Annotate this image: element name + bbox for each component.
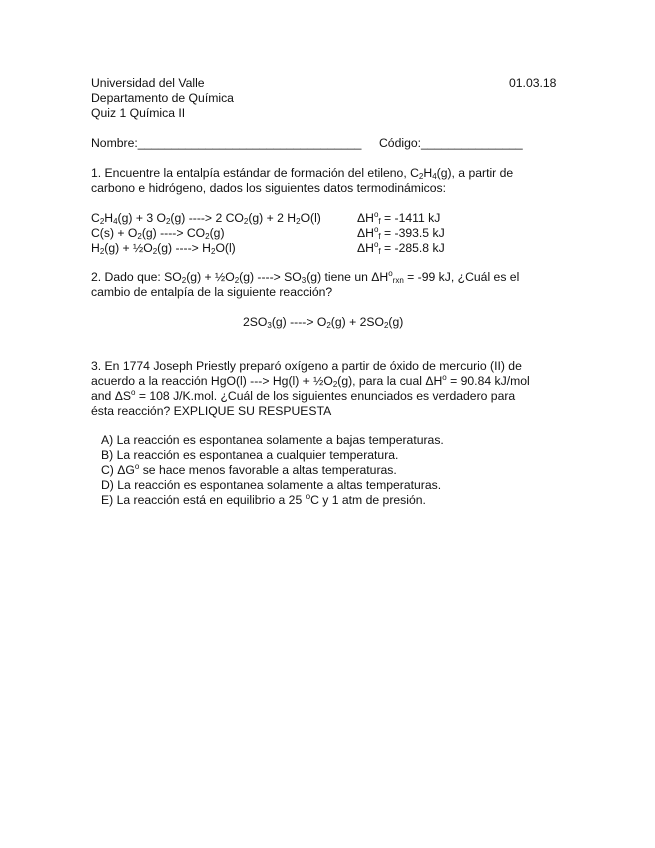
- reaction-1: [91, 211, 321, 226]
- department-name: Departamento de Química: [91, 91, 234, 105]
- sup: o: [388, 269, 393, 278]
- sub: 2: [99, 217, 105, 226]
- sup: o: [442, 373, 447, 382]
- t: = 90.84 kJ/mol: [446, 374, 530, 388]
- quiz-date: 01.03.18: [509, 76, 557, 90]
- t: 2. Dado que: SO: [91, 270, 182, 284]
- t: (g), para la cual ΔH: [337, 374, 443, 388]
- r: H: [91, 241, 100, 255]
- t: C y 1 atm de presión.: [310, 493, 426, 507]
- t: = 108 J/K.mol. ¿Cuál de los siguientes enunciados es verdadero para: [135, 389, 516, 403]
- dh-value: = -1411 kJ: [380, 211, 441, 225]
- t: (g) ----> O: [271, 315, 327, 329]
- university-name: Universidad del Valle: [91, 76, 205, 90]
- q1-text-c: (g), a partir de: [436, 166, 514, 180]
- option-c: [101, 463, 397, 478]
- sub: f: [378, 232, 381, 241]
- r: (g) + 2 H: [248, 211, 297, 225]
- enthalpy-1: [357, 211, 440, 226]
- quiz-title: Quiz 1 Química II: [91, 106, 186, 120]
- r: (g) + 3 O: [117, 211, 166, 225]
- sub: 3: [267, 321, 272, 330]
- dh: ΔH: [357, 226, 374, 240]
- sub: 3: [301, 276, 307, 285]
- t: and ΔS: [91, 389, 131, 403]
- r: (g) + ½O: [104, 241, 153, 255]
- sup: o: [134, 462, 140, 471]
- r: O(l): [300, 211, 321, 225]
- q1-text-a: 1. Encuentre la entalpía estándar de formación del etileno, C: [91, 166, 419, 180]
- option-a: A) La reacción es espontanea solamente a bajas temperaturas.: [101, 433, 444, 447]
- t: se hace menos favorable a altas temperaturas.: [139, 463, 397, 477]
- sub: 2: [137, 232, 142, 241]
- enthalpy-2: [357, 226, 445, 241]
- r: (g) ----> 2 CO: [170, 211, 244, 225]
- q2-line1: [91, 270, 519, 285]
- q3-line1: 3. En 1774 Joseph Priestly preparó oxígeno a partir de óxido de mercurio (II) de: [91, 359, 522, 373]
- sup: o: [373, 210, 379, 219]
- code-field: [379, 136, 523, 151]
- t: (g) tiene un ΔH: [306, 270, 389, 284]
- t: C) ΔG: [101, 463, 135, 477]
- reaction-3: [91, 241, 236, 256]
- reaction-2: [91, 226, 225, 241]
- dh: ΔH: [357, 241, 374, 255]
- q1-line1: [91, 166, 564, 181]
- sub: 2: [181, 276, 187, 285]
- sub: 2: [243, 217, 249, 226]
- dh-value: = -393.5 kJ: [380, 226, 445, 240]
- dh: ΔH: [357, 211, 374, 225]
- sub: f: [378, 217, 381, 226]
- name-label: Nombre:: [91, 136, 138, 150]
- r: C: [91, 211, 100, 225]
- enthalpy-3: [357, 241, 445, 256]
- r: H: [104, 211, 114, 225]
- option-e: [101, 493, 426, 508]
- r: C(s) + O: [91, 226, 138, 240]
- sub: f: [378, 247, 381, 256]
- sub: 4: [432, 172, 437, 181]
- sub: 2: [326, 321, 331, 330]
- q2-line2: cambio de entalpía de la siguiente reacción?: [91, 285, 333, 299]
- q3-line4: ésta reacción? EXPLIQUE SU RESPUESTA: [91, 404, 332, 418]
- code-label: Código:: [379, 136, 422, 150]
- r: (g): [209, 226, 225, 240]
- sub: 2: [332, 380, 338, 389]
- sub: 2: [296, 217, 301, 226]
- option-b: B) La reacción es espontanea a cualquier temperatura.: [101, 448, 399, 462]
- sup: o: [373, 240, 379, 249]
- sub: 2: [418, 172, 424, 181]
- sup: o: [131, 388, 136, 397]
- sub: 4: [113, 217, 118, 226]
- sub: rxn: [392, 276, 404, 285]
- sup: o: [373, 225, 379, 234]
- sup: o: [305, 492, 311, 501]
- r: (g) ----> CO: [141, 226, 206, 240]
- q2-equation: [243, 315, 403, 330]
- t: E) La reacción está en equilibrio a 25: [101, 493, 306, 507]
- t: 2SO: [243, 315, 268, 329]
- t: acuerdo a la reacción HgO(l) ---> Hg(l) + ½O: [91, 374, 333, 388]
- sub: 2: [99, 247, 105, 256]
- t: (g) + 2SO: [330, 315, 384, 329]
- t: = -99 kJ, ¿Cuál es el: [403, 270, 520, 284]
- sub: 2: [383, 321, 389, 330]
- q1-text-b: H: [423, 166, 433, 180]
- sub: 2: [210, 247, 216, 256]
- name-blank: _________________________________: [137, 136, 362, 150]
- sub: 2: [234, 276, 240, 285]
- t: (g) + ½O: [186, 270, 235, 284]
- r: O(l): [215, 241, 236, 255]
- sub: 2: [165, 217, 171, 226]
- name-field: [91, 136, 361, 151]
- q1-line2: carbono e hidrógeno, dados los siguientes datos termodinámicos:: [91, 181, 447, 195]
- q3-line3: [91, 389, 515, 404]
- sub: 2: [152, 247, 158, 256]
- option-d: D) La reacción es espontanea solamente a altas temperaturas.: [101, 478, 442, 492]
- r: (g) ----> H: [157, 241, 211, 255]
- sub: 2: [205, 232, 210, 241]
- t: (g): [388, 315, 404, 329]
- t: (g) ----> SO: [239, 270, 302, 284]
- q3-line2: [91, 374, 530, 389]
- dh-value: = -285.8 kJ: [380, 241, 445, 255]
- code-blank: _______________: [421, 136, 523, 150]
